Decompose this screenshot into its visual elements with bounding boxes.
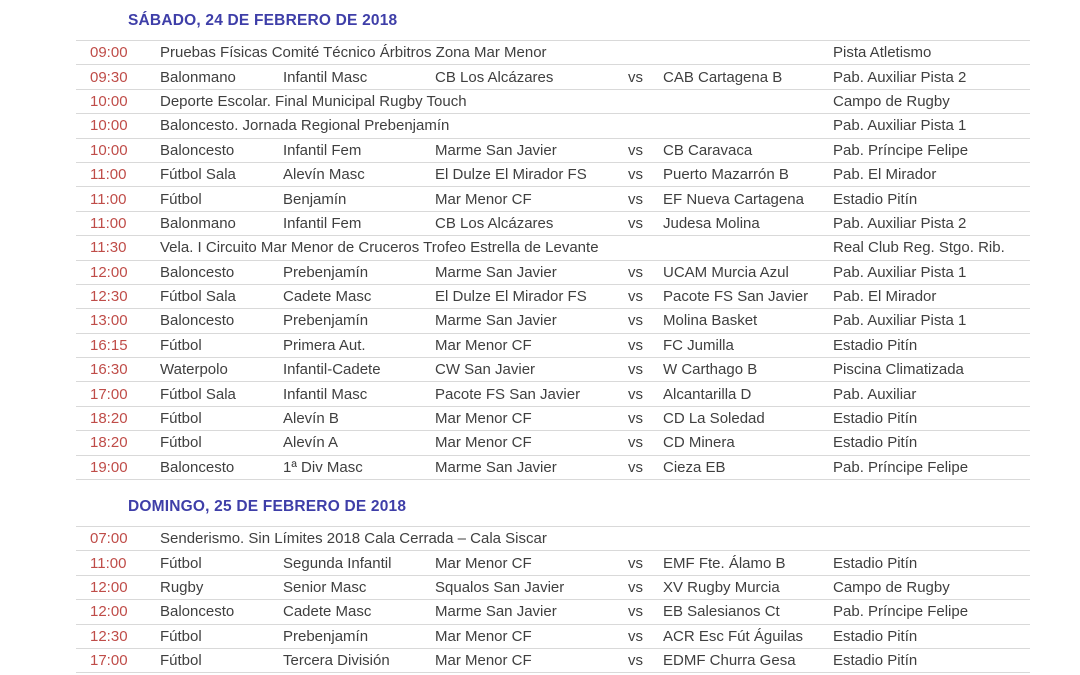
- vs-label: vs: [628, 652, 643, 670]
- category-cell: Prebenjamín: [283, 627, 369, 645]
- day-rows: [76, 40, 1030, 480]
- venue-cell: Pab. Auxiliar Pista 1: [833, 263, 967, 281]
- category-cell: Prebenjamín: [283, 312, 369, 330]
- vs-label: vs: [628, 603, 643, 621]
- venue-cell: Pab. Auxiliar: [833, 385, 917, 403]
- day-title: DOMINGO, 25 DE FEBRERO DE 2018: [128, 498, 407, 516]
- schedule-row: [76, 334, 1030, 358]
- away-team-cell: ACR Esc Fút Águilas: [663, 627, 804, 645]
- category-cell: Benjamín: [283, 190, 347, 208]
- home-team-cell: El Dulze El Mirador FS: [435, 288, 587, 306]
- away-team-cell: Pacote FS San Javier: [663, 288, 809, 306]
- venue-cell: Estadio Pitín: [833, 190, 918, 208]
- home-team-cell: Mar Menor CF: [435, 336, 532, 354]
- venue-cell: Estadio Pitín: [833, 434, 918, 452]
- away-team-cell: CD La Soledad: [663, 410, 765, 428]
- schedule-row-event: [76, 90, 1030, 114]
- category-cell: Alevín Masc: [283, 166, 365, 184]
- schedule-row: [76, 649, 1030, 673]
- sport-cell: Fútbol: [160, 627, 202, 645]
- vs-label: vs: [628, 141, 643, 159]
- schedule-row: [76, 431, 1030, 455]
- event-description-cell: Vela. I Circuito Mar Menor de Cruceros Trofeo Estrella de Levante: [160, 239, 599, 257]
- time-cell: 19:00: [90, 458, 128, 476]
- event-description-cell: Deporte Escolar. Final Municipal Rugby Touch: [160, 92, 467, 110]
- sport-cell: Balonmano: [160, 68, 236, 86]
- time-cell: 12:00: [90, 603, 128, 621]
- sport-cell: Rugby: [160, 579, 204, 596]
- vs-label: vs: [628, 385, 643, 403]
- time-cell: 11:00: [90, 166, 127, 184]
- category-cell: Cadete Masc: [283, 603, 372, 621]
- home-team-cell: Mar Menor CF: [435, 434, 532, 452]
- day-title: SÁBADO, 24 DE FEBRERO DE 2018: [128, 12, 398, 29]
- away-team-cell: CD Minera: [663, 434, 735, 452]
- schedule-row: [76, 285, 1030, 309]
- category-cell: Tercera División: [283, 652, 390, 670]
- category-cell: Alevín A: [283, 434, 339, 452]
- sport-cell: Baloncesto: [160, 141, 235, 159]
- time-cell: 11:00: [90, 554, 127, 572]
- schedule-row: [76, 139, 1030, 163]
- home-team-cell: Marme San Javier: [435, 312, 557, 330]
- time-cell: 18:20: [90, 410, 128, 428]
- time-cell: 16:15: [90, 336, 128, 354]
- schedule-row: [76, 187, 1030, 211]
- time-cell: 12:00: [90, 263, 128, 281]
- sport-cell: Balonmano: [160, 214, 236, 232]
- sport-cell: Fútbol Sala: [160, 166, 236, 184]
- venue-cell: Pista Atletismo: [833, 44, 932, 62]
- home-team-cell: Marme San Javier: [435, 603, 557, 621]
- time-cell: 17:00: [90, 385, 128, 403]
- vs-label: vs: [628, 554, 643, 572]
- vs-label: vs: [628, 166, 643, 184]
- sport-cell: Waterpolo: [160, 361, 228, 379]
- sport-cell: Fútbol: [160, 652, 202, 670]
- sport-cell: Fútbol: [160, 190, 202, 208]
- time-cell: 11:00: [90, 190, 127, 208]
- away-team-cell: Puerto Mazarrón B: [663, 166, 789, 184]
- schedule-row: [76, 212, 1030, 236]
- away-team-cell: FC Jumilla: [663, 336, 734, 354]
- vs-label: vs: [628, 288, 643, 306]
- schedule-row: [76, 600, 1030, 624]
- schedule-row-event: [76, 527, 1030, 551]
- schedule-row: [76, 309, 1030, 333]
- time-cell: 12:30: [90, 288, 128, 306]
- schedule-row: [76, 65, 1030, 89]
- venue-cell: Campo de Rugby: [833, 92, 950, 110]
- category-cell: Primera Aut.: [283, 336, 366, 354]
- schedule-row: [76, 576, 1030, 600]
- venue-cell: Pab. Auxiliar Pista 1: [833, 117, 967, 135]
- venue-cell: Pab. Auxiliar Pista 1: [833, 312, 967, 330]
- away-team-cell: UCAM Murcia Azul: [663, 263, 789, 281]
- category-cell: Prebenjamín: [283, 263, 369, 281]
- venue-cell: Pab. Príncipe Felipe: [833, 141, 969, 159]
- sport-cell: Baloncesto: [160, 312, 235, 330]
- category-cell: Infantil Masc: [283, 68, 368, 86]
- time-cell: 11:00: [90, 214, 127, 232]
- sport-cell: Baloncesto: [160, 263, 235, 281]
- event-description-cell: Baloncesto. Jornada Regional Prebenjamín: [160, 117, 450, 135]
- time-cell: 12:30: [90, 627, 128, 645]
- away-team-cell: XV Rugby Murcia: [663, 579, 780, 596]
- venue-cell: Real Club Reg. Stgo. Rib.: [833, 239, 1005, 257]
- venue-cell: Pab. Auxiliar Pista 2: [833, 214, 967, 232]
- venue-cell: Estadio Pitín: [833, 554, 918, 572]
- home-team-cell: Marme San Javier: [435, 263, 557, 281]
- category-cell: Infantil Fem: [283, 214, 362, 232]
- time-cell: 16:30: [90, 361, 128, 379]
- home-team-cell: Marme San Javier: [435, 141, 557, 159]
- category-cell: Infantil Masc: [283, 385, 368, 403]
- away-team-cell: EB Salesianos Ct: [663, 603, 780, 621]
- venue-cell: Pab. Príncipe Felipe: [833, 603, 969, 621]
- time-cell: 09:30: [90, 68, 128, 86]
- sport-cell: Baloncesto: [160, 458, 235, 476]
- schedule-row: [76, 163, 1030, 187]
- away-team-cell: EF Nueva Cartagena: [663, 190, 804, 208]
- away-team-cell: Alcantarilla D: [663, 385, 752, 403]
- time-cell: 12:00: [90, 579, 128, 596]
- sport-cell: Fútbol: [160, 336, 202, 354]
- time-cell: 10:00: [90, 117, 128, 135]
- vs-label: vs: [628, 410, 643, 428]
- home-team-cell: Mar Menor CF: [435, 554, 532, 572]
- home-team-cell: CB Los Alcázares: [435, 68, 554, 86]
- schedule-row: [76, 358, 1030, 382]
- category-cell: Cadete Masc: [283, 288, 372, 306]
- away-team-cell: CB Caravaca: [663, 141, 753, 159]
- away-team-cell: Judesa Molina: [663, 214, 760, 232]
- event-description-cell: Pruebas Físicas Comité Técnico Árbitros Zona Mar Menor: [160, 44, 547, 62]
- home-team-cell: El Dulze El Mirador FS: [435, 166, 587, 184]
- venue-cell: Pab. Príncipe Felipe: [833, 458, 969, 476]
- event-description-cell: Senderismo. Sin Límites 2018 Cala Cerrada – Cala Siscar: [160, 530, 547, 548]
- schedule-row: [76, 456, 1030, 480]
- away-team-cell: EDMF Churra Gesa: [663, 652, 796, 670]
- schedule-row: [76, 382, 1030, 406]
- home-team-cell: Mar Menor CF: [435, 652, 532, 670]
- schedule-row-event: [76, 114, 1030, 138]
- time-cell: 09:00: [90, 44, 128, 62]
- home-team-cell: Squalos San Javier: [435, 579, 565, 596]
- vs-label: vs: [628, 263, 643, 281]
- home-team-cell: Mar Menor CF: [435, 190, 532, 208]
- time-cell: 11:30: [90, 239, 127, 257]
- vs-label: vs: [628, 458, 643, 476]
- vs-label: vs: [628, 190, 643, 208]
- category-cell: Infantil Fem: [283, 141, 362, 159]
- venue-cell: Estadio Pitín: [833, 652, 918, 670]
- venue-cell: Piscina Climatizada: [833, 361, 964, 379]
- home-team-cell: Pacote FS San Javier: [435, 385, 581, 403]
- time-cell: 18:20: [90, 434, 128, 452]
- sport-cell: Fútbol Sala: [160, 385, 236, 403]
- vs-label: vs: [628, 312, 643, 330]
- sport-cell: Fútbol Sala: [160, 288, 236, 306]
- home-team-cell: CB Los Alcázares: [435, 214, 554, 232]
- venue-cell: Estadio Pitín: [833, 336, 918, 354]
- vs-label: vs: [628, 434, 643, 452]
- away-team-cell: W Carthago B: [663, 361, 758, 379]
- schedule-row: [76, 551, 1030, 575]
- vs-label: vs: [628, 579, 643, 596]
- vs-label: vs: [628, 336, 643, 354]
- vs-label: vs: [628, 214, 643, 232]
- category-cell: Alevín B: [283, 410, 339, 428]
- schedule-row: [76, 407, 1030, 431]
- time-cell: 07:00: [90, 530, 128, 548]
- away-team-cell: CAB Cartagena B: [663, 68, 783, 86]
- schedule-row: [76, 625, 1030, 649]
- venue-cell: Estadio Pitín: [833, 410, 918, 428]
- time-cell: 17:00: [90, 652, 128, 670]
- vs-label: vs: [628, 627, 643, 645]
- vs-label: vs: [628, 68, 643, 86]
- schedule-row: [76, 261, 1030, 285]
- schedule-row-event: [76, 41, 1030, 65]
- sport-cell: Fútbol: [160, 554, 202, 572]
- day-rows: [76, 526, 1030, 673]
- home-team-cell: CW San Javier: [435, 361, 536, 379]
- time-cell: 10:00: [90, 141, 128, 159]
- venue-cell: Estadio Pitín: [833, 627, 918, 645]
- home-team-cell: Marme San Javier: [435, 458, 557, 476]
- home-team-cell: Mar Menor CF: [435, 627, 532, 645]
- time-cell: 10:00: [90, 92, 128, 110]
- vs-label: vs: [628, 361, 643, 379]
- sport-cell: Baloncesto: [160, 603, 235, 621]
- away-team-cell: Molina Basket: [663, 312, 758, 330]
- home-team-cell: Mar Menor CF: [435, 410, 532, 428]
- category-cell: Infantil-Cadete: [283, 361, 381, 379]
- category-cell: 1ª Div Masc: [283, 458, 363, 476]
- schedule-row-event: [76, 236, 1030, 260]
- time-cell: 13:00: [90, 312, 128, 330]
- venue-cell: Campo de Rugby: [833, 579, 950, 596]
- sport-cell: Fútbol: [160, 410, 202, 428]
- sport-cell: Fútbol: [160, 434, 202, 452]
- away-team-cell: EMF Fte. Álamo B: [663, 554, 786, 572]
- day-section: [0, 480, 1080, 673]
- away-team-cell: Cieza EB: [663, 458, 726, 476]
- category-cell: Senior Masc: [283, 579, 367, 596]
- venue-cell: Pab. El Mirador: [833, 166, 937, 184]
- category-cell: Segunda Infantil: [283, 554, 392, 572]
- venue-cell: Pab. El Mirador: [833, 288, 937, 306]
- venue-cell: Pab. Auxiliar Pista 2: [833, 68, 967, 86]
